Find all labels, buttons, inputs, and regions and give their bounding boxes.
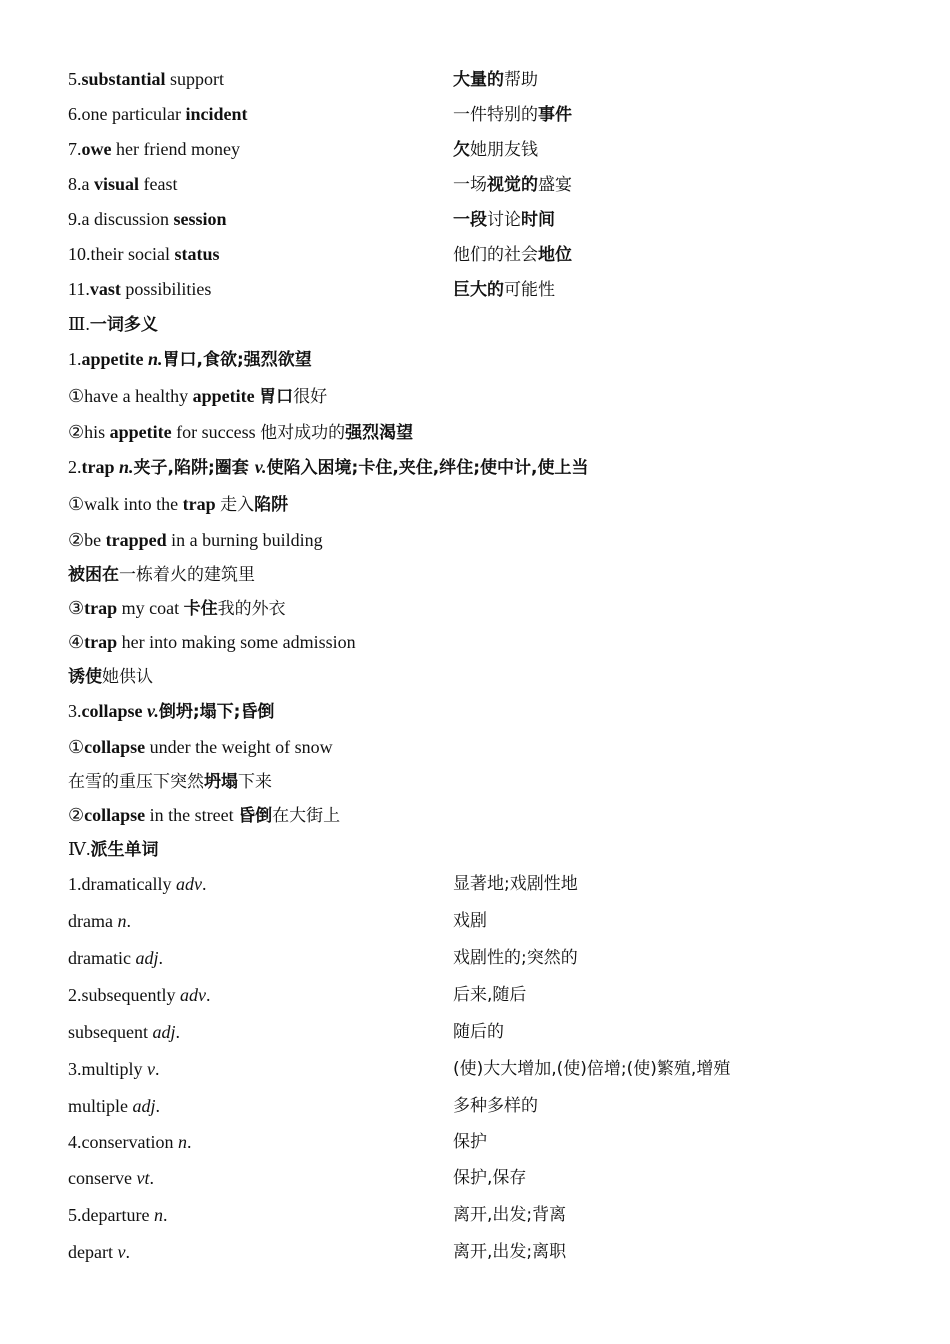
derivative-meaning: 保护 bbox=[453, 1132, 487, 1152]
derivative-row bbox=[68, 1234, 888, 1271]
derivative-row bbox=[68, 977, 888, 1014]
derivative-word: multiple adj. bbox=[68, 1096, 161, 1116]
phrase-en: 9.a discussion session bbox=[68, 209, 227, 229]
phrase-zh: 一场视觉的盛宴 bbox=[453, 175, 572, 195]
phrase-zh: 欠她朋友钱 bbox=[453, 140, 538, 160]
derivative-word: 5.departure n. bbox=[68, 1205, 168, 1225]
example-trap-1: ①walk into the trap 走入陷阱 bbox=[68, 494, 289, 515]
derivative-word: 4.conservation n. bbox=[68, 1132, 192, 1152]
example-collapse-2: ②collapse in the street 昏倒在大街上 bbox=[68, 805, 341, 826]
example-trap-4-zh: 诱使她供认 bbox=[68, 667, 153, 687]
example-trap-2: ②be trapped in a burning building bbox=[68, 530, 323, 550]
example-appetite-1: ①have a healthy appetite 胃口很好 bbox=[68, 386, 328, 407]
entry-collapse-heading: 3.collapse v.倒坍;塌下;昏倒 bbox=[68, 701, 275, 722]
phrase-en: 11.vast possibilities bbox=[68, 279, 212, 299]
section-3-heading: Ⅲ.一词多义 bbox=[68, 314, 158, 335]
derivative-word: 2.subsequently adv. bbox=[68, 985, 211, 1005]
derivative-meaning: 多种多样的 bbox=[453, 1096, 538, 1116]
derivative-row bbox=[68, 1014, 888, 1051]
derivative-meaning: 戏剧性的;突然的 bbox=[453, 948, 578, 968]
derivative-word: depart v. bbox=[68, 1242, 130, 1262]
phrase-zh: 一件特别的事件 bbox=[453, 105, 572, 125]
phrase-row-6 bbox=[68, 97, 888, 132]
derivative-row bbox=[68, 1125, 888, 1160]
example-trap-3: ③trap my coat 卡住我的外衣 bbox=[68, 598, 286, 619]
derivative-row bbox=[68, 940, 888, 977]
derivative-word: 3.multiply v. bbox=[68, 1059, 160, 1079]
derivative-meaning: 随后的 bbox=[453, 1022, 504, 1042]
derivative-row bbox=[68, 1088, 888, 1125]
phrase-row-10 bbox=[68, 237, 888, 272]
example-trap-4: ④trap her into making some admission bbox=[68, 632, 356, 652]
document-page bbox=[68, 62, 888, 1271]
phrase-row-5 bbox=[68, 62, 888, 97]
example-collapse-1: ①collapse under the weight of snow bbox=[68, 737, 333, 757]
phrase-en: 7.owe her friend money bbox=[68, 139, 240, 159]
example-appetite-2: ②his appetite for success 他对成功的强烈渴望 bbox=[68, 422, 414, 443]
entry-appetite-heading: 1.appetite n.胃口,食欲;强烈欲望 bbox=[68, 349, 312, 370]
derivative-meaning: 显著地;戏剧性地 bbox=[453, 874, 578, 894]
phrase-en: 5.substantial support bbox=[68, 69, 225, 89]
derivative-row bbox=[68, 1160, 888, 1197]
derivative-row bbox=[68, 866, 888, 903]
derivative-row bbox=[68, 1197, 888, 1234]
derivative-meaning: 后来,随后 bbox=[453, 985, 527, 1005]
example-collapse-1-zh: 在雪的重压下突然坍塌下来 bbox=[68, 772, 272, 792]
example-trap-2-zh: 被困在一栋着火的建筑里 bbox=[68, 565, 255, 585]
phrase-zh: 他们的社会地位 bbox=[453, 245, 572, 265]
phrase-row-7 bbox=[68, 132, 888, 167]
derivative-meaning: 戏剧 bbox=[453, 911, 487, 931]
derivative-row bbox=[68, 1051, 888, 1088]
derivative-word: conserve vt. bbox=[68, 1168, 154, 1188]
phrase-row-9 bbox=[68, 202, 888, 237]
derivative-meaning: (使)大大增加,(使)倍增;(使)繁殖,增殖 bbox=[453, 1059, 731, 1079]
phrase-zh: 一段讨论时间 bbox=[453, 210, 555, 230]
derivative-meaning: 离开,出发;背离 bbox=[453, 1205, 567, 1225]
derivative-word: subsequent adj. bbox=[68, 1022, 181, 1042]
phrase-zh: 大量的帮助 bbox=[453, 70, 538, 90]
derivative-word: 1.dramatically adv. bbox=[68, 874, 207, 894]
phrase-row-8 bbox=[68, 167, 888, 202]
section-4-heading: Ⅳ.派生单词 bbox=[68, 839, 159, 860]
derivative-word: dramatic adj. bbox=[68, 948, 163, 968]
phrase-row-11 bbox=[68, 272, 888, 307]
derivative-row bbox=[68, 903, 888, 940]
derivative-word: drama n. bbox=[68, 911, 131, 931]
derivative-meaning: 保护,保存 bbox=[453, 1168, 527, 1188]
phrase-en: 10.their social status bbox=[68, 244, 220, 264]
phrase-en: 6.one particular incident bbox=[68, 104, 248, 124]
derivative-meaning: 离开,出发;离职 bbox=[453, 1242, 567, 1262]
entry-trap-heading: 2.trap n.夹子,陷阱;圈套 v.使陷入困境;卡住,夹住,绊住;使中计,使上当 bbox=[68, 457, 589, 478]
phrase-en: 8.a visual feast bbox=[68, 174, 178, 194]
phrase-zh: 巨大的可能性 bbox=[453, 280, 555, 300]
